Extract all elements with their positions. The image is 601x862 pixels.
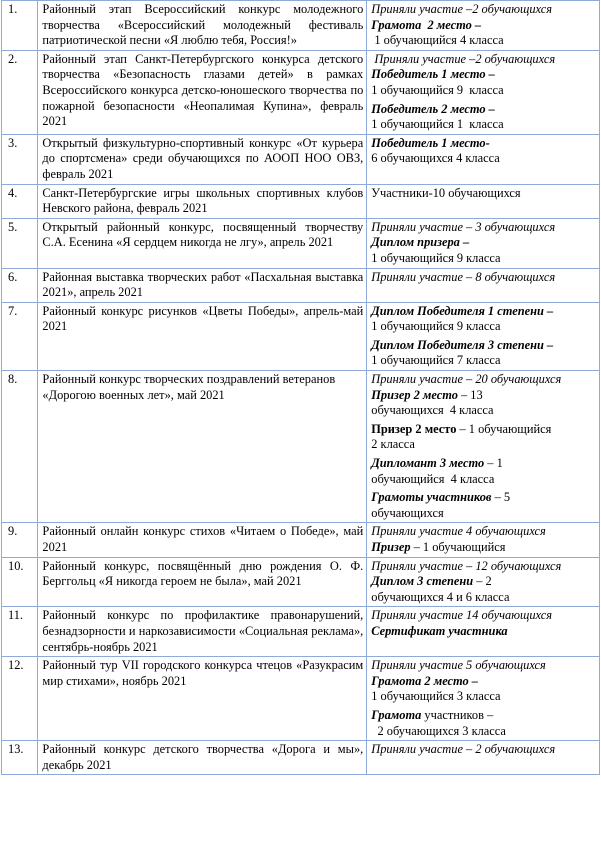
table-row [2,218,600,268]
result-award: Призер 2 место [371,421,457,436]
result-detail: – 1 [484,456,503,471]
result-line: 1 обучающийся 9 класса [371,319,501,334]
result-line: Приняли участие – 3 обучающихся [371,219,556,234]
result-line [371,708,596,724]
event-result [367,184,600,218]
row-number: 1. [2,1,38,51]
result-line: 1 обучающийся 1 класса [371,117,504,132]
event-description: Санкт-Петербургские игры школьных спортивных клубов Невского района, февраль 2021 [38,184,367,218]
result-line: Победитель 2 место – [371,101,495,116]
result-line: Участники-10 обучающихся [371,185,521,200]
result-award: Диплом 3 степени [371,574,474,589]
event-result [367,741,600,775]
row-number: 11. [2,607,38,657]
table-row [2,302,600,370]
result-detail: – 1 обучающийся [456,421,552,436]
competitions-table [1,0,600,775]
result-line: Приняли участие –2 обучающихся [371,2,552,16]
event-result [367,50,600,134]
result-detail: участников – [421,707,494,722]
result-line: 1 обучающийся 9 класса [371,250,501,265]
result-line: Грамота 2 место – [371,673,478,688]
table-body [2,1,600,775]
result-detail: – 2 [473,574,492,589]
event-result [367,134,600,184]
result-line: Приняли участие 14 обучающихся [371,608,552,623]
event-result [367,657,600,741]
event-description: Районный конкурс детского творчества «Дорога и мы», декабрь 2021 [38,741,367,775]
result-line: 1 обучающийся 3 класса [371,689,501,704]
table-row [2,657,600,741]
result-award: Призер 2 место [371,387,458,402]
result-detail: – 13 [457,387,483,402]
row-number: 10. [2,557,38,607]
result-line: Грамота 2 место – [371,17,482,32]
table-row [2,1,600,51]
result-line [371,456,596,472]
row-number: 12. [2,657,38,741]
event-result [367,557,600,607]
result-line: Сертификат участника [371,623,508,638]
table-row [2,50,600,134]
result-line: Диплом Победителя 1 степени – [371,303,554,318]
result-line [371,574,596,590]
result-award: Дипломант 3 место [371,456,485,471]
row-number: 7. [2,302,38,370]
result-award: Грамота [371,707,422,722]
table-row [2,557,600,607]
event-result [367,607,600,657]
row-number: 4. [2,184,38,218]
event-description: Районный конкурс рисунков «Цветы Победы», апрель-май 2021 [38,302,367,370]
result-line: Приняли участие – 2 обучающихся [371,742,556,757]
event-description: Районный тур VII городского конкурса чтецов «Разукрасим мир стихами», ноябрь 2021 [38,657,367,741]
event-description: Районный конкурс творческих поздравлений ветеранов «Дорогою военных лет», май 2021 [38,371,367,523]
event-description: Районный конкурс по профилактике правонарушений, безнадзорности и наркозависимости «Социальная реклама», сентябрь-ноябрь 2021 [38,607,367,657]
result-award: Призер [371,540,411,554]
row-number: 3. [2,134,38,184]
result-line: Победитель 1 место – [371,67,495,82]
result-detail: – 5 [491,490,511,505]
event-description: Районная выставка творческих работ «Пасхальная выставка 2021», апрель 2021 [38,268,367,302]
row-number: 2. [2,50,38,134]
row-number: 9. [2,523,38,557]
event-result [367,1,600,51]
event-description: Районный онлайн конкурс стихов «Читаем о Победе», май 2021 [38,523,367,557]
event-description: Открытый районный конкурс, посвященный творчеству С.А. Есенина «Я сердцем никогда не лгу», апрель 2021 [38,218,367,268]
result-line: 2 класса [371,437,415,452]
table-row [2,741,600,775]
result-line: Приняли участие – 8 обучающихся [371,269,556,284]
result-line: 2 обучающихся 3 класса [371,723,506,738]
event-result [367,268,600,302]
result-detail: – 1 обучающийся [410,540,506,554]
row-number: 6. [2,268,38,302]
result-line: Приняли участие 5 обучающихся [371,658,546,673]
result-award: Грамоты участников [371,490,492,505]
table-row [2,268,600,302]
event-result [367,302,600,370]
event-description: Районный этап Санкт-Петербургского конкурса детского творчества «Безопасность глазами детей» в рамках Всероссийского конкурса детско-юношеского творчества по пожарной безопасности «Неопалимая Купина», февраль 2021 [38,50,367,134]
result-line: обучающихся 4 и 6 класса [371,589,510,604]
result-line [371,540,596,556]
event-description: Районный этап Всероссийский конкурс молодежного творчества «Всероссийский молодежный фестиваль патриотической песни «Я люблю тебя, Россия!» [38,1,367,51]
result-line: 1 обучающийся 7 класса [371,353,501,368]
table-row [2,371,600,523]
result-line: Приняли участие – 20 обучающихся [371,372,562,387]
result-line: обучающихся 4 класса [371,403,494,418]
result-line: Диплом Победителя 3 степени – [371,337,554,352]
result-line: Победитель 1 место- [371,135,490,150]
event-description: Открытый физкультурно-спортивный конкурс «От курьера до спортсмена» среди обучающихся по АООП НОО ОВЗ, февраль 2021 [38,134,367,184]
row-number: 5. [2,218,38,268]
result-line: Приняли участие – 12 обучающихся [371,558,562,573]
event-result [367,371,600,523]
result-line [371,388,596,404]
event-description: Районный конкурс, посвящённый дню рождения О. Ф. Берггольц «Я никогда героем не была», май 2021 [38,557,367,607]
row-number: 8. [2,371,38,523]
result-line: обучающийся 4 класса [371,471,495,486]
table-row [2,523,600,557]
result-line: 6 обучающихся 4 класса [371,151,500,166]
row-number: 13. [2,741,38,775]
result-line: Диплом призера – [371,235,470,250]
result-line: 1 обучающийся 9 класса [371,82,504,97]
result-line: Приняли участие –2 обучающихся [371,51,556,66]
result-line: обучающихся [371,505,444,520]
table-row [2,607,600,657]
result-line [371,490,596,506]
result-line [371,422,596,438]
result-line: 1 обучающийся 4 класса [371,33,504,48]
event-result [367,218,600,268]
result-line: Приняли участие 4 обучающихся [371,524,546,539]
table-row [2,134,600,184]
table-row [2,184,600,218]
event-result [367,523,600,557]
